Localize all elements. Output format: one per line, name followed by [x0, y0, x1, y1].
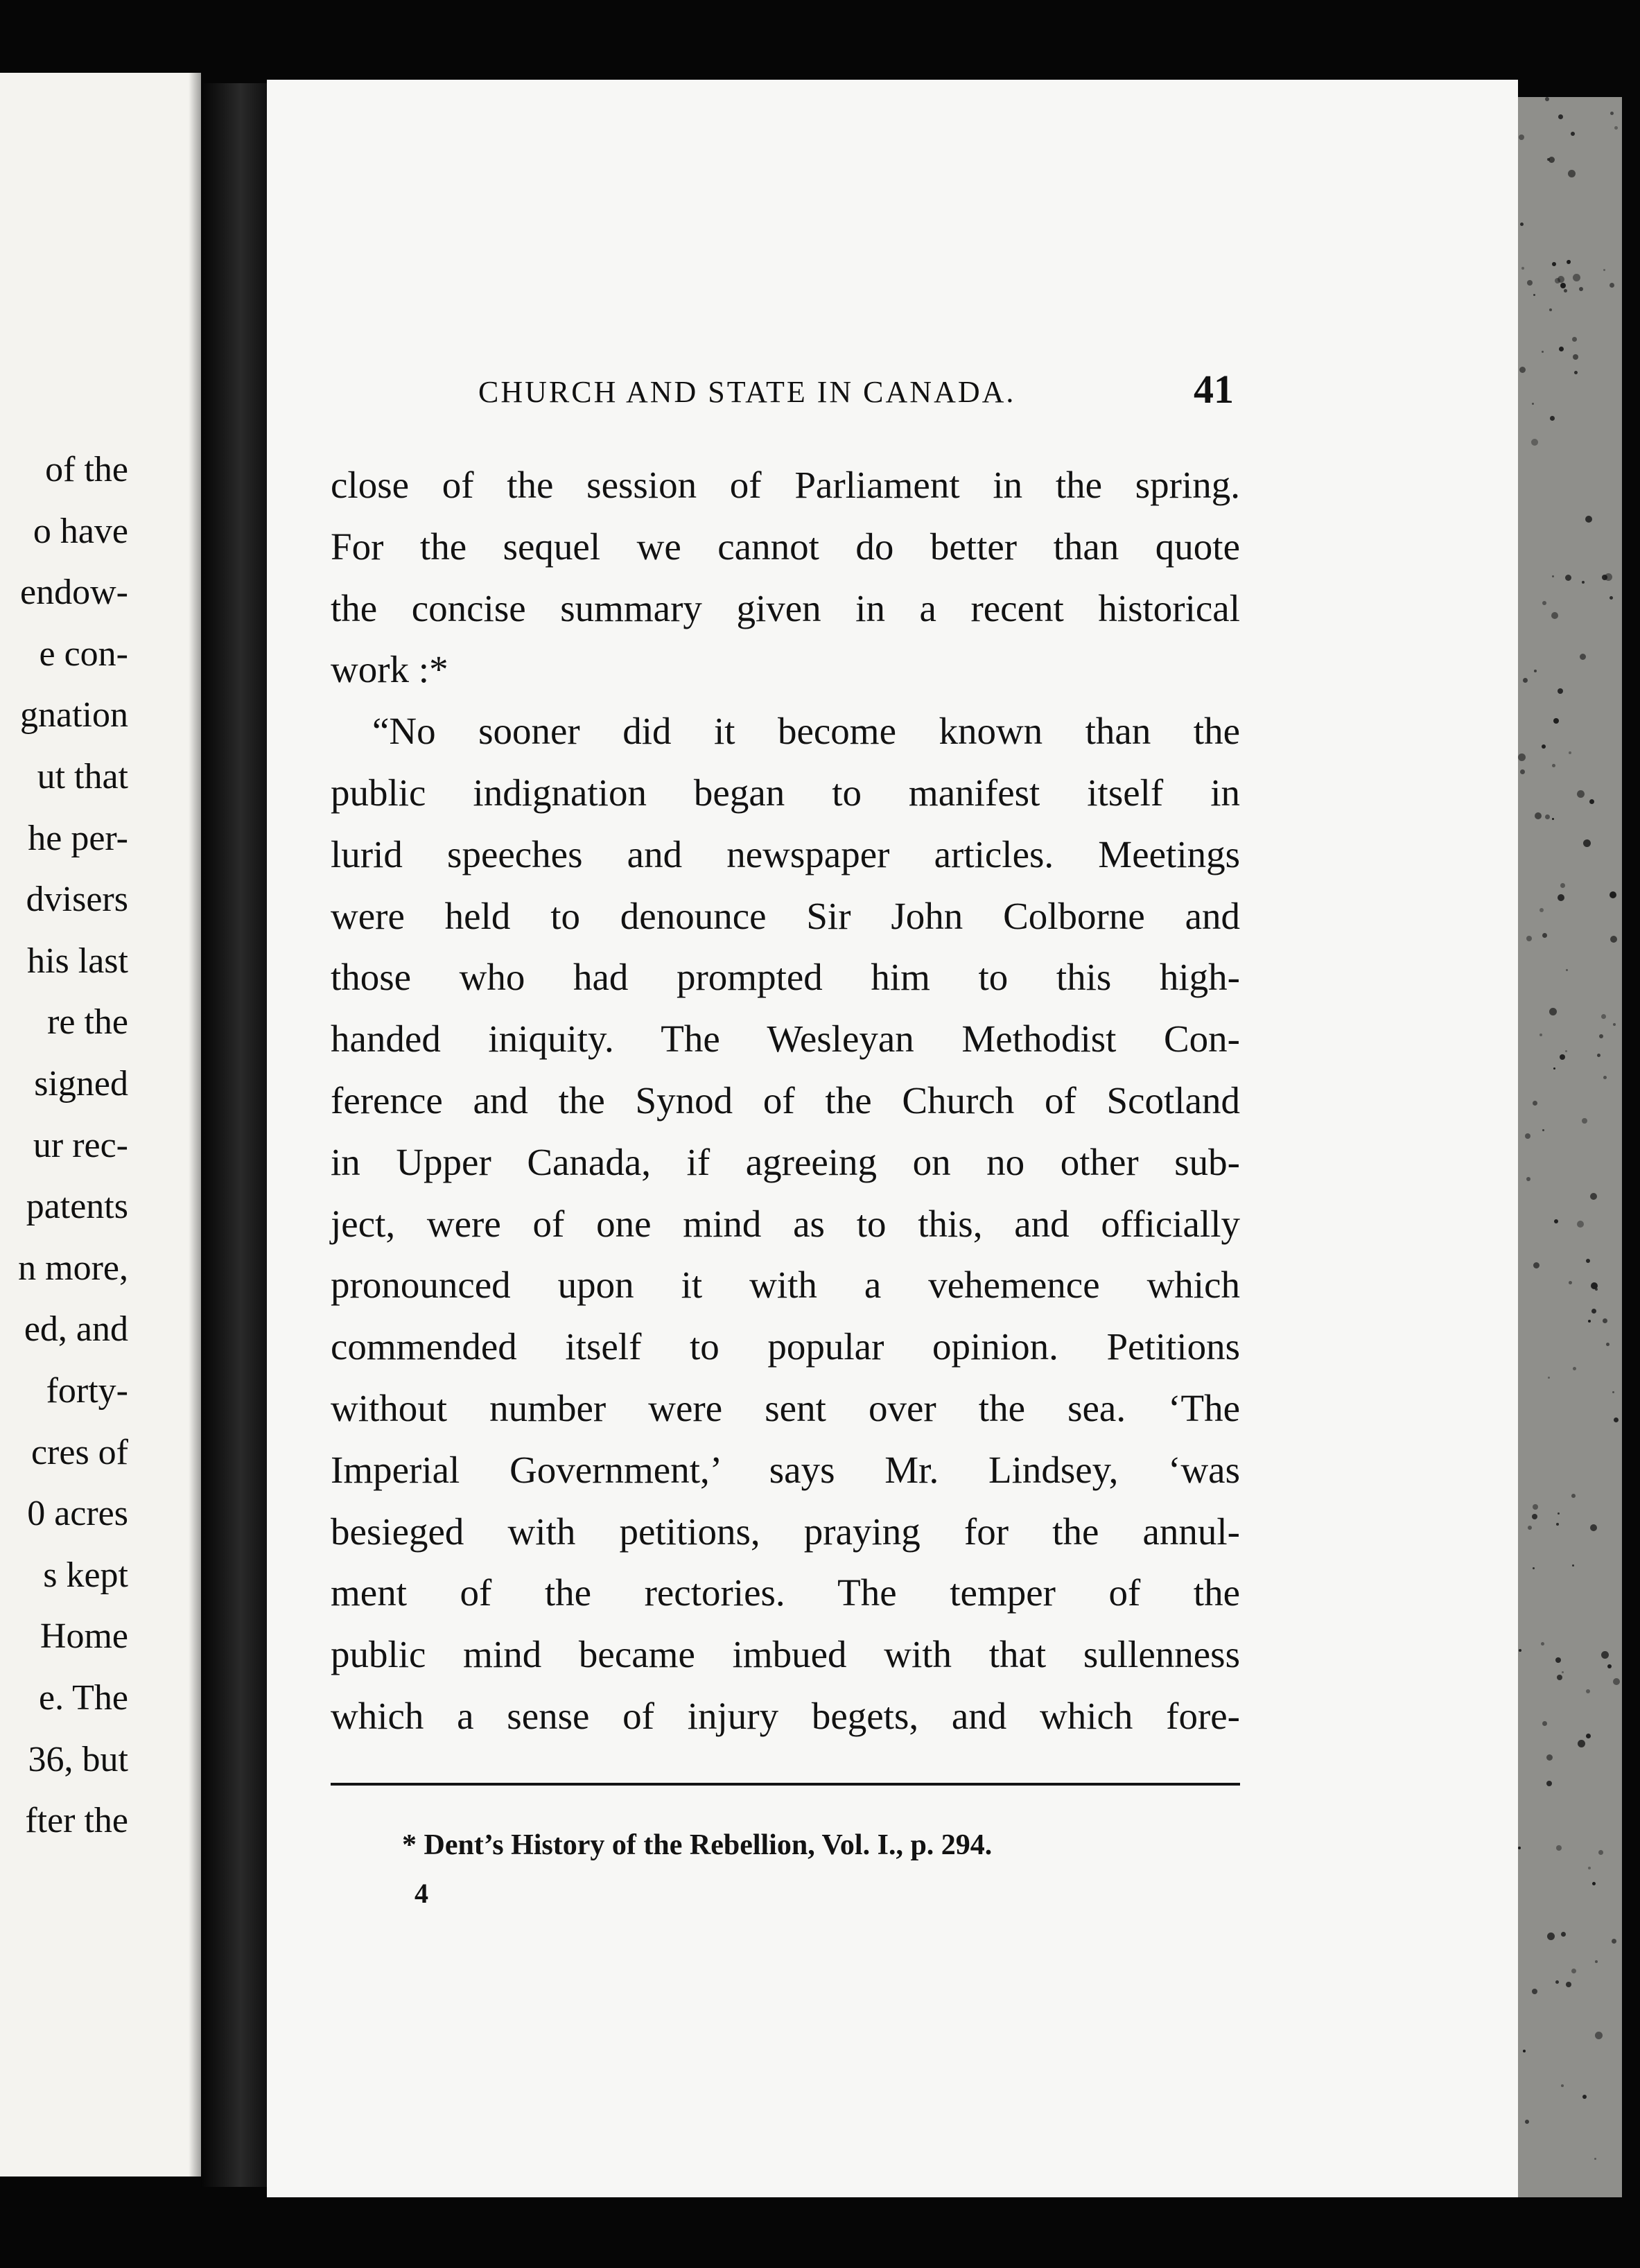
edge-speck [1521, 267, 1524, 270]
body-line: close of the session of Parliament in the spring. [331, 464, 1240, 506]
body-line: pronounced upon it with a vehemence which [331, 1264, 1240, 1307]
edge-speck [1555, 1657, 1561, 1663]
edge-speck [1589, 799, 1594, 804]
edge-speck [1612, 1391, 1614, 1393]
edge-speck [1605, 573, 1612, 581]
edge-speck [1613, 1023, 1616, 1026]
left-page-line: of the [45, 450, 128, 489]
edge-speck [1545, 97, 1549, 101]
edge-speck [1591, 1309, 1596, 1314]
edge-speck [1551, 612, 1558, 619]
edge-speck [1610, 891, 1616, 898]
edge-speck [1571, 1494, 1576, 1498]
left-page-shadow [189, 73, 201, 2177]
edge-speck [1588, 1867, 1591, 1869]
edge-speck [1586, 1689, 1590, 1693]
edge-speck [1533, 294, 1535, 296]
edge-speck [1556, 1523, 1559, 1526]
edge-speck [1595, 1960, 1598, 1963]
edge-speck [1558, 114, 1563, 119]
edge-speck [1594, 2158, 1596, 2160]
edge-speck [1533, 1504, 1538, 1510]
edge-speck [1585, 516, 1592, 523]
edge-speck [1564, 289, 1567, 293]
page-number: 41 [1194, 367, 1234, 412]
left-page-line: patents [26, 1187, 128, 1227]
edge-speck [1561, 2084, 1564, 2087]
edge-speck [1542, 933, 1547, 938]
left-page-line: ur rec- [33, 1125, 128, 1165]
edge-speck [1610, 283, 1614, 288]
body-line: without number were sent over the sea. ‘The [331, 1387, 1240, 1429]
edge-speck [1574, 371, 1578, 374]
edge-speck [1545, 814, 1550, 819]
edge-speck [1547, 1933, 1555, 1940]
edge-speck [1539, 1033, 1542, 1036]
edge-speck [1571, 1969, 1576, 1973]
edge-speck [1542, 744, 1546, 749]
body-line: those who had prompted him to this high- [331, 956, 1240, 999]
edge-speck [1552, 575, 1554, 577]
edge-speck [1546, 1754, 1553, 1761]
edge-speck [1526, 936, 1532, 941]
body-line: Imperial Government,’ says Mr. Lindsey, ‘was [331, 1448, 1240, 1491]
page-edge-stack [1518, 97, 1622, 2197]
edge-speck [1610, 596, 1613, 600]
edge-speck [1558, 688, 1563, 694]
edge-speck [1523, 678, 1528, 683]
edge-speck [1610, 936, 1617, 943]
edge-speck [1579, 287, 1583, 291]
edge-speck [1552, 262, 1556, 266]
edge-speck [1610, 112, 1614, 115]
edge-speck [1582, 1118, 1587, 1124]
body-line: ject, were of one mind as to this, and officially [331, 1202, 1240, 1245]
edge-speck [1534, 670, 1537, 672]
left-page-line: o have [33, 511, 128, 551]
edge-speck [1601, 1014, 1606, 1019]
running-head: CHURCH AND STATE IN CANADA. [478, 375, 1016, 409]
edge-speck [1569, 1281, 1572, 1284]
left-page-line: ed, and [24, 1309, 128, 1350]
edge-speck [1599, 1034, 1603, 1038]
edge-speck [1614, 126, 1618, 130]
edge-speck [1560, 1054, 1565, 1060]
body-line: public indignation began to manifest itself in [331, 771, 1240, 814]
edge-speck [1535, 812, 1542, 819]
edge-speck [1528, 1526, 1532, 1530]
edge-speck [1555, 278, 1560, 284]
left-page-line: re the [47, 1002, 128, 1043]
left-page-line: signed [34, 1064, 128, 1104]
edge-speck [1553, 1067, 1555, 1070]
edge-speck [1561, 1932, 1566, 1937]
edge-speck [1613, 1678, 1620, 1685]
left-page-line: gnation [20, 695, 128, 735]
footnote-rule [331, 1783, 1240, 1786]
edge-speck [1582, 2095, 1587, 2099]
edge-speck [1555, 1980, 1559, 1984]
left-page-line: 36, but [28, 1739, 128, 1779]
edge-speck [1578, 1740, 1585, 1747]
edge-speck [1603, 1076, 1607, 1079]
edge-speck [1520, 223, 1524, 226]
edge-speck [1577, 1221, 1584, 1228]
edge-speck [1562, 1671, 1564, 1673]
edge-speck [1588, 1320, 1591, 1323]
edge-speck [1533, 1567, 1535, 1569]
edge-speck [1552, 764, 1555, 767]
edge-speck [1542, 351, 1544, 353]
edge-speck [1519, 1649, 1521, 1652]
edge-speck [1606, 1343, 1610, 1346]
body-line: “No sooner did it become known than the [372, 710, 1240, 753]
edge-speck [1526, 1177, 1530, 1181]
body-line: work :* [331, 648, 448, 691]
edge-speck [1586, 1734, 1591, 1738]
edge-speck [1525, 1133, 1530, 1139]
body-line: ference and the Synod of the Church of Scotland [331, 1079, 1240, 1122]
edge-speck [1546, 1781, 1552, 1786]
edge-speck [1554, 1219, 1558, 1223]
left-page-line: his last [27, 941, 128, 981]
edge-speck [1523, 2050, 1526, 2052]
edge-speck [1573, 1367, 1576, 1370]
edge-speck [1565, 575, 1571, 581]
edge-speck [1569, 751, 1571, 754]
edge-speck [1548, 1377, 1550, 1379]
edge-speck [1542, 601, 1546, 605]
left-page-line: endow- [20, 573, 128, 613]
footnote: * Dent’s History of the Rebellion, Vol. I., p. 294. [402, 1829, 993, 1861]
left-facing-page [0, 73, 201, 2177]
left-page-line: n more, [18, 1248, 128, 1288]
edge-speck [1552, 818, 1554, 820]
edge-speck [1532, 403, 1534, 405]
left-page-line: e. The [39, 1678, 128, 1718]
edge-speck [1557, 1675, 1562, 1680]
body-line: besieged with petitions, praying for the annul- [331, 1510, 1240, 1553]
edge-speck [1556, 1845, 1562, 1851]
edge-speck [1573, 274, 1580, 281]
edge-speck [1597, 1054, 1600, 1057]
edge-speck [1577, 790, 1585, 798]
edge-speck [1549, 1008, 1557, 1015]
edge-speck [1519, 134, 1524, 140]
body-line: commended itself to popular opinion. Petitions [331, 1325, 1240, 1368]
signature-mark: 4 [415, 1878, 428, 1909]
edge-speck [1571, 132, 1575, 136]
edge-speck [1586, 1259, 1590, 1263]
edge-speck [1572, 337, 1577, 342]
body-line: which a sense of injury begets, and which fore- [331, 1695, 1240, 1737]
body-line: For the sequel we cannot do better than quote [331, 525, 1240, 568]
edge-speck [1558, 1512, 1560, 1515]
left-page-line: 0 acres [27, 1494, 128, 1534]
edge-speck [1582, 581, 1585, 584]
edge-speck [1573, 354, 1578, 360]
edge-speck [1520, 769, 1525, 774]
left-page-line: s kept [43, 1555, 128, 1595]
edge-speck [1601, 1651, 1609, 1659]
edge-speck [1567, 260, 1571, 263]
edge-speck [1568, 170, 1576, 177]
edge-speck [1595, 2032, 1603, 2039]
edge-speck [1565, 1050, 1567, 1052]
edge-speck [1614, 1418, 1619, 1422]
edge-speck [1558, 894, 1564, 901]
edge-speck [1532, 1514, 1537, 1519]
edge-speck [1533, 1101, 1537, 1106]
left-page-line: dvisers [26, 880, 128, 920]
edge-speck [1583, 839, 1591, 847]
edge-speck [1518, 1847, 1521, 1849]
edge-speck [1560, 883, 1565, 888]
edge-speck [1595, 1288, 1598, 1291]
left-page-line: forty- [46, 1371, 128, 1411]
edge-speck [1549, 157, 1555, 163]
left-page-line: he per- [28, 818, 128, 858]
edge-speck [1525, 2120, 1529, 2124]
edge-speck [1603, 1318, 1607, 1323]
edge-speck [1531, 439, 1538, 446]
body-line: lurid speeches and newspaper articles. Meetings [331, 832, 1240, 875]
edge-speck [1612, 1939, 1616, 1944]
edge-speck [1541, 1642, 1544, 1646]
edge-speck [1527, 280, 1533, 286]
edge-speck [1560, 283, 1566, 288]
body-line: ment of the rectories. The temper of the [331, 1571, 1240, 1614]
edge-speck [1598, 1850, 1603, 1855]
edge-speck [1533, 1262, 1539, 1268]
edge-speck [1590, 1193, 1597, 1200]
edge-speck [1566, 969, 1568, 971]
edge-speck [1549, 308, 1552, 311]
edge-speck [1553, 718, 1559, 724]
edge-speck [1590, 1524, 1597, 1531]
edge-speck [1592, 1882, 1596, 1885]
body-line: in Upper Canada, if agreeing on no other sub- [331, 1140, 1240, 1183]
body-line: public mind became imbued with that sullenness [331, 1633, 1240, 1676]
edge-speck [1542, 1129, 1544, 1131]
edge-speck [1539, 908, 1544, 912]
book-gutter [201, 83, 267, 2187]
edge-speck [1519, 367, 1526, 373]
edge-speck [1566, 1982, 1571, 1987]
body-line: were held to denounce Sir John Colborne and [331, 894, 1240, 937]
edge-speck [1532, 1989, 1537, 1994]
edge-speck [1580, 654, 1586, 660]
body-line: handed iniquity. The Wesleyan Methodist Con- [331, 1018, 1240, 1061]
left-page-line: cres of [30, 1432, 128, 1472]
edge-speck [1572, 1564, 1574, 1567]
edge-speck [1542, 1721, 1547, 1726]
left-page-line: Home [40, 1616, 128, 1657]
edge-speck [1518, 753, 1526, 761]
edge-speck [1559, 347, 1564, 351]
left-page-line: fter the [25, 1801, 128, 1841]
body-line: the concise summary given in a recent historical [331, 586, 1240, 629]
edge-speck [1603, 269, 1605, 271]
edge-speck [1550, 416, 1555, 421]
left-page-line: ut that [37, 757, 128, 796]
left-page-line: e con- [39, 634, 128, 674]
edge-speck [1607, 1664, 1612, 1668]
